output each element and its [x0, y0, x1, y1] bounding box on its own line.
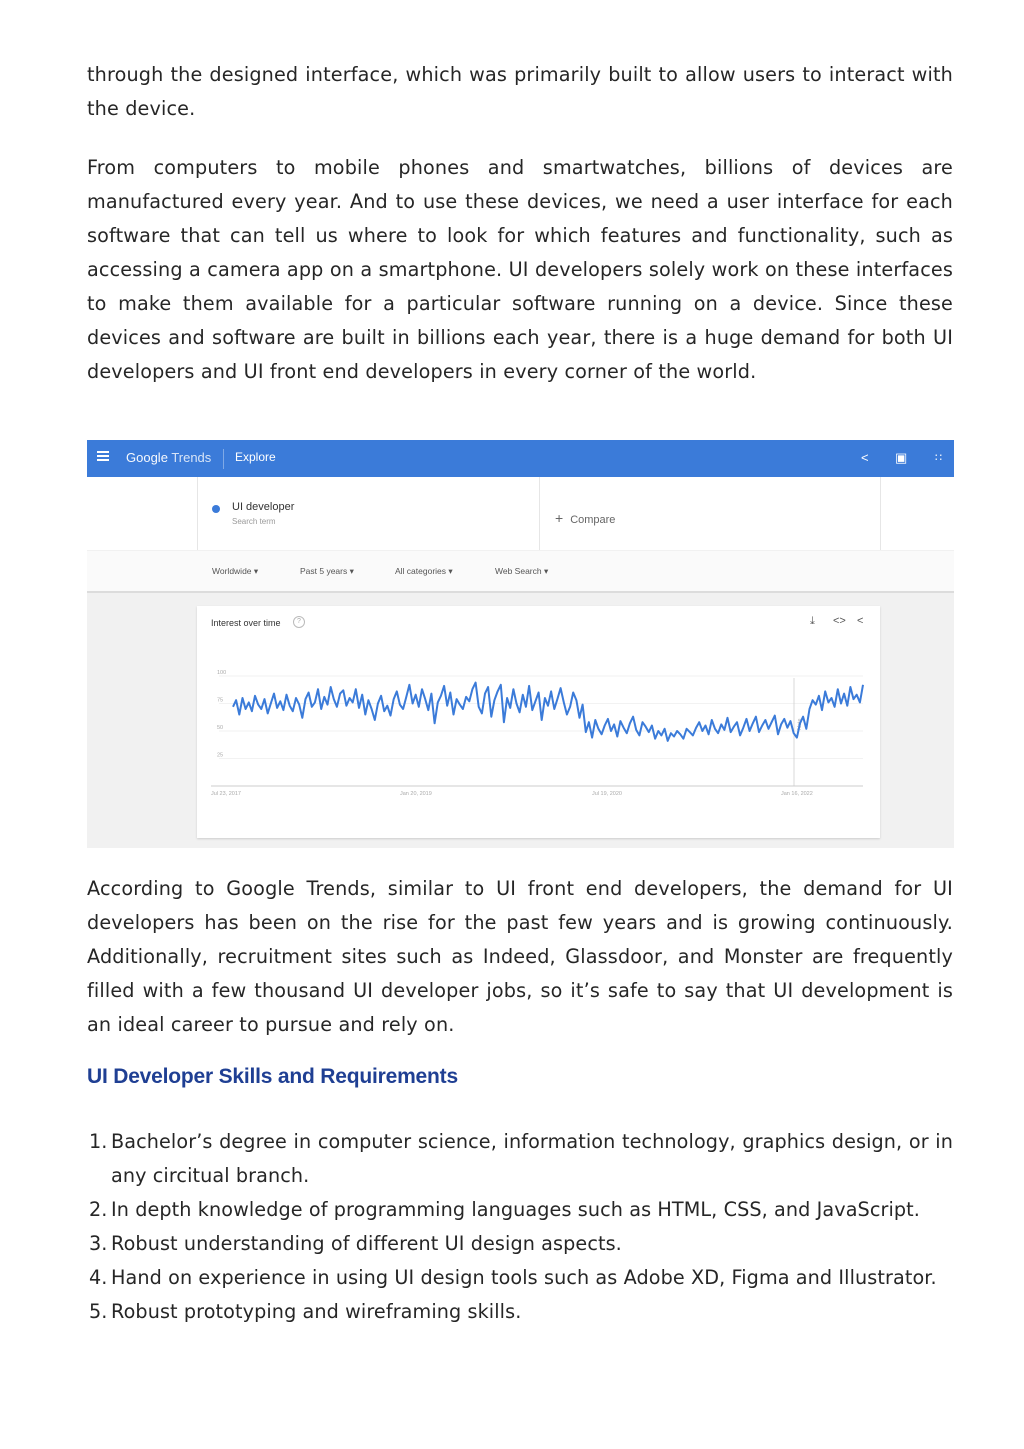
list-item-text: Hand on experience in using UI design tools such as Adobe XD, Figma and Illustrator.	[111, 1266, 937, 1289]
x-tick-label: Jan 20, 2019	[400, 791, 432, 797]
list-item	[87, 1193, 953, 1227]
list-item	[87, 1227, 953, 1261]
y-tick-labels	[217, 670, 226, 759]
share-icon[interactable]: <	[861, 450, 869, 465]
google-trends-screenshot	[87, 440, 954, 848]
paragraph-devices: From computers to mobile phones and smartwatches, billions of devices are manufactured every year. And to use these devices, we need a user interface for each software that can tell us where to look for which features and functionality, such as accessing a camera app on a smartphone. UI developers solely work on these interfaces to make them available for a particular software running on a device. Since these devices and software are built in billions each year, there is a huge demand for both UI developers and UI front end developers in every corner of the world.	[87, 156, 953, 383]
list-item	[87, 1295, 953, 1329]
x-tick-label: Jul 23, 2017	[211, 791, 241, 797]
list-item-number: 2.	[89, 1198, 108, 1221]
help-icon[interactable]: ?	[293, 616, 305, 628]
series-line-ui-developer	[233, 683, 863, 741]
y-tick-label: 25	[217, 752, 224, 759]
y-tick-label: 50	[217, 725, 224, 731]
paragraph-demand: According to Google Trends, similar to UI front end developers, the demand for UI developers has been on the rise for the past few years and is growing continuously. Additionally, recruitment sites such as Indeed, Glassdoor, and Monster are frequently filled with a few thousand UI developer jobs, so it’s safe to say that UI development is an ideal career to pursue and rely on.	[87, 877, 953, 1036]
list-item-text: Bachelor’s degree in computer science, information technology, graphics design, or in any circitual branch.	[111, 1130, 953, 1187]
explore-link[interactable]: Explore	[235, 450, 276, 464]
x-tick-label: Jan 16, 2022	[781, 791, 813, 797]
trends-logo[interactable]: Google Trends	[126, 450, 212, 465]
search-term-label: UI developer	[232, 501, 295, 513]
filters-row	[87, 551, 954, 593]
compare-button[interactable]: + Compare	[555, 510, 616, 526]
list-item-number: 5.	[89, 1300, 108, 1323]
list-item-number: 3.	[89, 1232, 108, 1255]
section-heading: UI Developer Skills and Requirements	[87, 1065, 458, 1088]
paragraph-intro-continued: through the designed interface, which was primarily built to allow users to interact with the device.	[87, 63, 953, 120]
plus-icon: +	[555, 510, 564, 526]
y-tick-label: 75	[217, 697, 224, 704]
filter-region[interactable]: Worldwide ▾	[212, 566, 258, 577]
list-item-text: Robust understanding of different UI design aspects.	[111, 1232, 622, 1255]
trends-top-bar	[87, 440, 954, 477]
series-color-dot	[212, 505, 220, 513]
share-icon[interactable]: <	[857, 615, 864, 627]
list-item-text: In depth knowledge of programming languages such as HTML, CSS, and JavaScript.	[111, 1198, 920, 1221]
download-icon[interactable]: ⤓	[810, 615, 815, 627]
y-tick-label: 100	[217, 670, 227, 676]
feedback-icon[interactable]: ▣	[895, 450, 908, 465]
filter-time[interactable]: Past 5 years ▾	[300, 566, 354, 577]
interest-card	[197, 606, 880, 838]
embed-icon[interactable]: <>	[833, 615, 846, 627]
search-term-cell[interactable]	[197, 477, 540, 550]
list-item-number: 4.	[89, 1266, 108, 1289]
list-item	[87, 1125, 953, 1193]
filter-category[interactable]: All categories ▾	[395, 566, 453, 577]
search-terms-row	[87, 477, 954, 550]
x-tick-labels	[211, 791, 813, 797]
x-tick-label: Jul 19, 2020	[592, 791, 622, 797]
filter-search-type[interactable]: Web Search ▾	[495, 566, 548, 577]
bar-divider	[223, 449, 224, 469]
compare-cell[interactable]	[539, 477, 881, 550]
interest-chart	[197, 606, 880, 838]
card-title: Interest over time	[211, 618, 281, 628]
menu-icon[interactable]	[97, 451, 109, 461]
list-item-number: 1.	[89, 1130, 108, 1153]
requirements-list	[87, 1125, 953, 1329]
list-item-text: Robust prototyping and wireframing skills.	[111, 1300, 522, 1323]
apps-icon[interactable]: ∷	[935, 452, 942, 464]
search-term-sublabel: Search term	[232, 517, 276, 526]
list-item	[87, 1261, 953, 1295]
note-marker-label: Note	[797, 718, 803, 730]
